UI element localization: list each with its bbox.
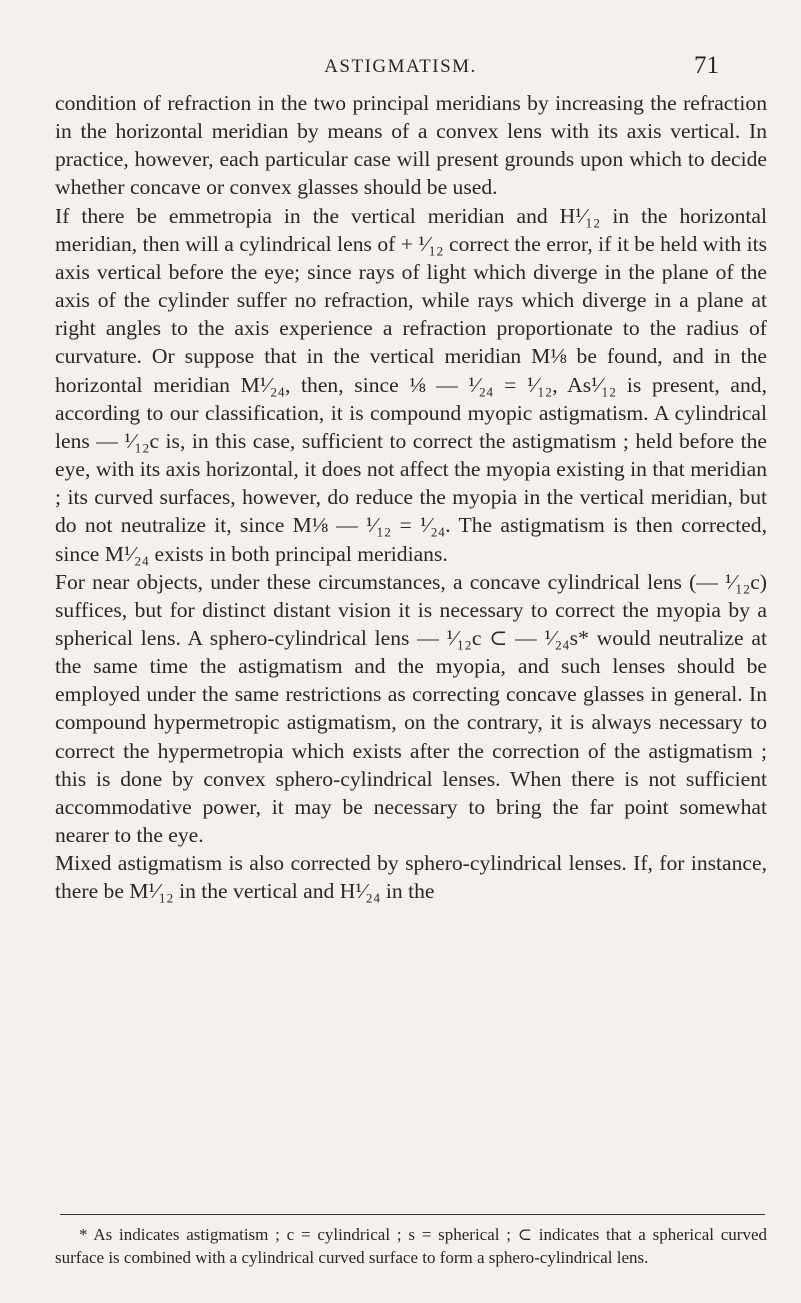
body-text [55,89,767,906]
paragraph-emmetropia-example: If there be emmetropia in the vertical meridian and H¹⁄₁₂ in the horizontal meridian, then will a cylindrical lens of + ¹⁄₁₂ correct the error, if it be held with its axis vertical before the eye; since rays of light which diverge in the plane of the axis of the cylinder suffer no refraction, while rays which diverge in a plane at right angles to the axis experience a refraction proportionate to the radius of curvature. Or suppose that in the vertical meridian M⅛ be found, and in the horizontal meridian M¹⁄₂₄, then, since ⅛ — ¹⁄₂₄ = ¹⁄₁₂, As¹⁄₁₂ is present, and, according to our classification, it is compound myopic astigmatism. A cylindrical lens — ¹⁄₁₂c is, in this case, sufficient to correct the astigmatism ; held before the eye, with its axis horizontal, it does not affect the myopia existing in that meridian ; its curved surfaces, however, do reduce the myopia in the vertical meridian, but do not neutralize it, since M⅛ — ¹⁄₁₂ = ¹⁄₂₄. The astigmatism is then corrected, since M¹⁄₂₄ exists in both principal meridians. [55,203,767,566]
running-head [0,52,801,82]
footnote: * As indicates astigmatism ; c = cylindrical ; s = spherical ; ⊂ indicates that a spherical curved surface is combined with a cylindrical curved surface to form a sphero-cylindrical lens. [55,1225,767,1267]
paragraph-continuation: condition of refraction in the two principal meridians by increasing the refraction in the horizontal meridian by means of a convex lens with its axis vertical. In practice, however, each particular case will present grounds upon which to decide whether concave or convex glasses should be used. [55,91,767,200]
running-title: ASTIGMATISM. [324,56,477,77]
footnote-divider [60,1214,765,1215]
paragraph-near-objects: For near objects, under these circumstances, a concave cylindrical lens (— ¹⁄₁₂c) suffices, but for distinct distant vision it is necessary to correct the myopia by a spherical lens. A sphero-cylindrical lens — ¹⁄₁₂c ⊂ — ¹⁄₂₄s* would neutralize at the same time the astigmatism and the myopia, and such lenses should be employed under the same restrictions as correcting concave glasses in general. In compound hypermetropic astigmatism, on the contrary, it is always necessary to correct the hypermetropia which exists after the correction of the astigmatism ; this is done by convex sphero-cylindrical lenses. When there is not sufficient accommodative power, it may be necessary to bring the far point somewhat nearer to the eye. [55,569,767,848]
paragraph-mixed-astigmatism: Mixed astigmatism is also corrected by sphero-cylindrical lenses. If, for instance, there be M¹⁄₁₂ in the vertical and H¹⁄₂₄ in the [55,851,767,904]
page-number: 71 [694,52,719,79]
